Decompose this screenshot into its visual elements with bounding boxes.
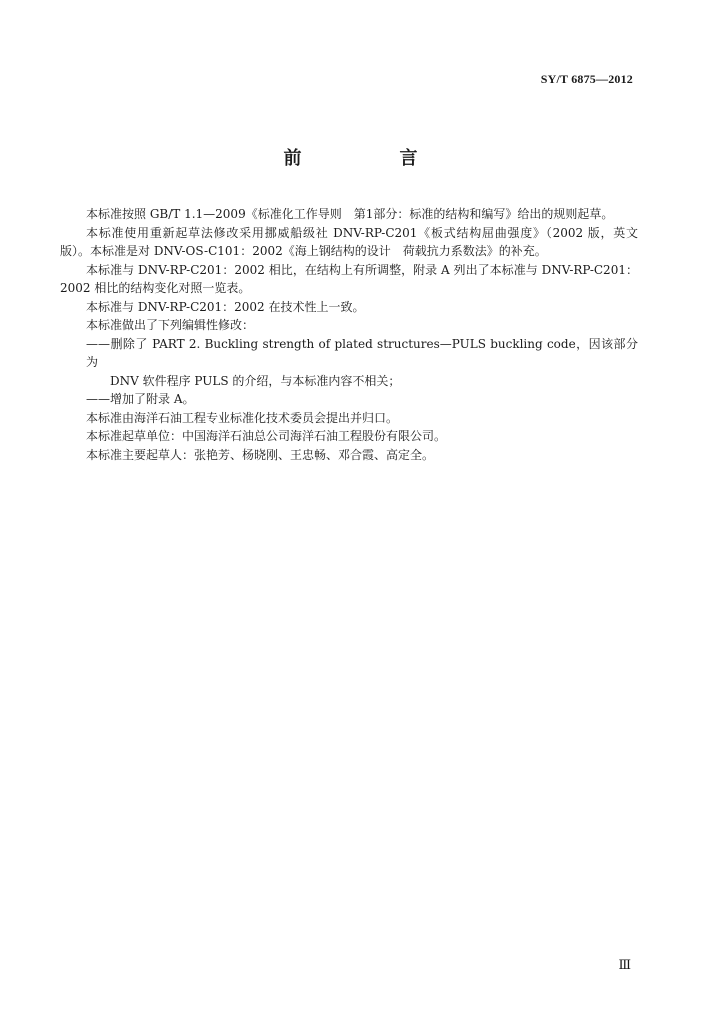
paragraph-drafters: 本标准主要起草人：张艳芳、杨晓刚、王忠畅、邓合霞、高定全。 <box>86 447 435 462</box>
standard-code: SY/T 6875—2012 <box>540 72 633 86</box>
paragraph-adoption: 本标准使用重新起草法修改采用挪威船级社 DNV-RP-C201《板式结构屈曲强度》（2002 版，英文版）。本标准是对 DNV-OS-C101：2002《海上钢结构的设计 荷载抗力系数法》的补充。 <box>60 225 638 258</box>
paragraph-editorial-intro: 本标准做出了下列编辑性修改： <box>86 318 255 332</box>
paragraph-technical-consistency: 本标准与 DNV-RP-C201：2002 在技术性上一致。 <box>86 299 365 314</box>
paragraph-structure-changes: 本标准与 DNV-RP-C201：2002 相比，在结构上有所调整，附录 A 列出了本标准与 DNV-RP-C201：2002 相比的结构变化对照一览表。 <box>60 262 638 295</box>
paragraph-drafting-rules: 本标准按照 GB/T 1.1—2009《标准化工作导则 第1部分：标准的结构和编写》给出的规则起草。 <box>86 207 614 221</box>
page-title: 前 言 <box>283 148 458 169</box>
foreword-body <box>60 205 638 464</box>
paragraph-proposer: 本标准由海洋石油工程专业标准化技术委员会提出并归口。 <box>86 410 399 425</box>
edit-item-added-annex <box>60 390 638 409</box>
edit-item-deleted-part2 <box>60 335 638 391</box>
paragraph-drafting-unit: 本标准起草单位：中国海洋石油总公司海洋石油工程股份有限公司。 <box>86 429 447 443</box>
edit-item-line: ——增加了附录 A。 <box>86 392 195 406</box>
page-number: Ⅲ <box>618 957 631 972</box>
edit-item-line: ——删除了 PART 2. Buckling strength of plated structures—PULS buckling code，因该部分为 <box>86 336 638 369</box>
edit-item-continuation: DNV 软件程序 PULS 的介绍，与本标准内容不相关； <box>110 373 401 388</box>
